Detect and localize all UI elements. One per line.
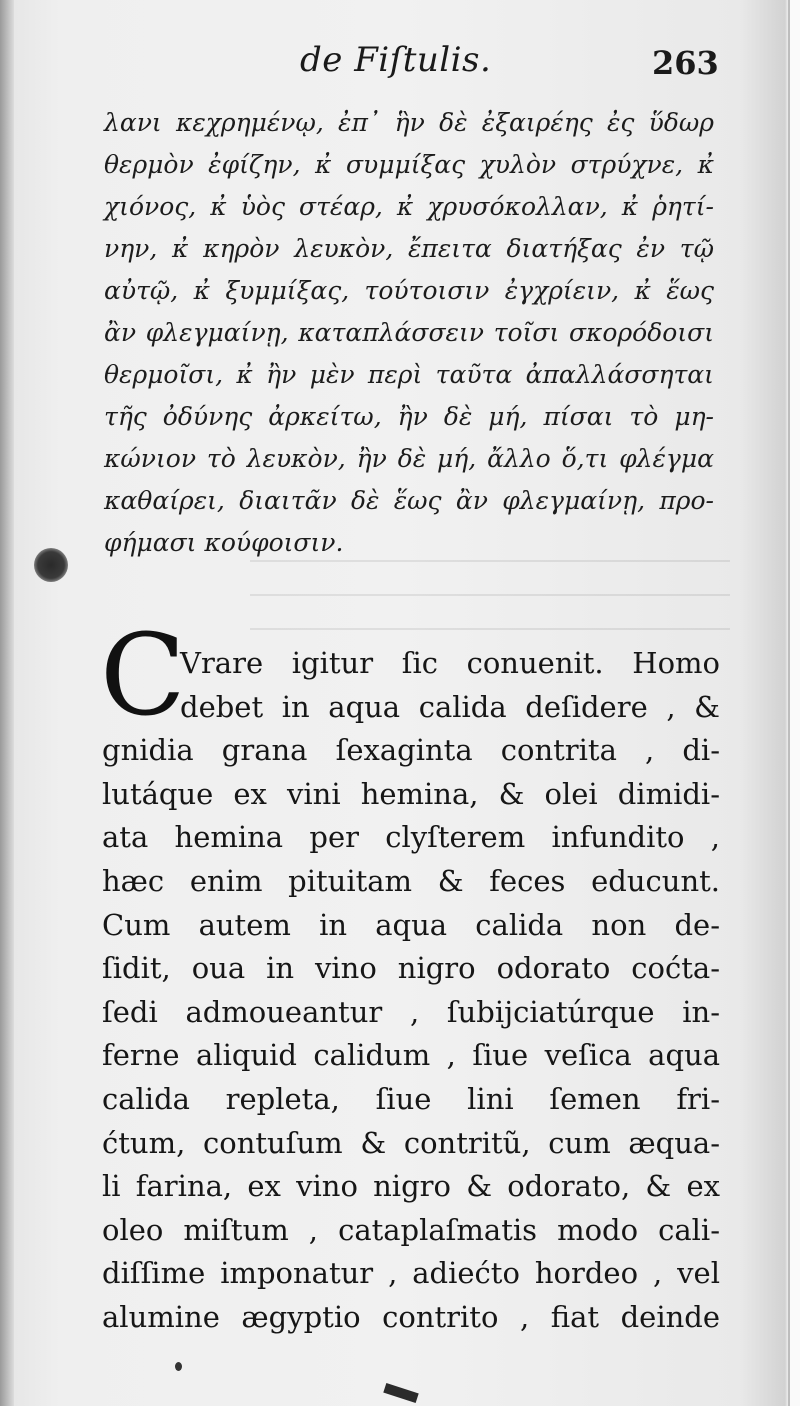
greek-line: θερμὸν ἐφίζην, κ̓ συμμίξας χυλὸν στρύχνε, κ̓ — [104, 150, 714, 179]
page-gutter-shadow — [0, 0, 14, 1406]
latin-line: Vrare igitur ſic conuenit. Homo — [180, 646, 720, 680]
greek-line: λανι κεχρημένῳ, ἐπ᾽ ἣν δὲ ἐξαιρέης ἐς ὕδωρ — [104, 108, 714, 137]
drop-cap-initial: C — [100, 611, 186, 741]
greek-passage — [104, 102, 714, 564]
latin-passage — [102, 642, 720, 1340]
greek-line: καθαίρει, διαιτᾶν δὲ ἕως ἂν φλεγμαίνῃ, προ- — [104, 486, 714, 515]
running-head: de Fiſtulis. — [300, 40, 492, 80]
latin-line: gnidia grana ſexaginta contrita , di- — [102, 733, 720, 768]
greek-line: τῆς ὀδύνης ἀρκείτω, ἢν δὲ μή, πίσαι τὸ μη- — [104, 402, 714, 431]
page-right-edge — [788, 0, 800, 1406]
latin-line: ćtum, contuſum & contritũ, cum æqua- — [102, 1125, 720, 1160]
greek-line: χιόνος, κ̓ ὑὸς στέαρ, κ̓ χρυσόκολλαν, κ̓ ῥητί- — [104, 192, 714, 221]
page-number: 263 — [652, 44, 719, 82]
greek-line-last: φήμασι κούφοισιν. — [104, 528, 344, 557]
latin-line: li farina, ex vino nigro & odorato, & ex — [102, 1169, 720, 1204]
stray-ink-dot — [175, 1362, 182, 1371]
latin-line: ſedi admoueantur , ſubijciatúrque in- — [102, 994, 720, 1029]
ink-blot — [34, 548, 68, 582]
show-through-bleed — [250, 560, 730, 630]
latin-line: lutáque ex vini hemina, & olei dimidi- — [102, 776, 720, 811]
latin-line: Cum autem in aqua calida non de- — [102, 907, 720, 942]
latin-line: calida repleta, ſiue lini ſemen fri- — [102, 1081, 720, 1116]
latin-line: ferne aliquid calidum , ſiue veſica aqua — [102, 1038, 720, 1073]
latin-line: ſidit, oua in vino nigro odorato coćta- — [102, 951, 720, 986]
latin-line: hæc enim pituitam & feces educunt. — [102, 863, 720, 898]
greek-line: κώνιον τὸ λευκὸν, ἢν δὲ μή, ἄλλο ὅ,τι φλέγμα — [104, 444, 714, 473]
latin-line: ata hemina per clyſterem infundito , — [102, 820, 720, 855]
greek-line: αὐτῷ, κ̓ ξυμμίξας, τούτοισιν ἐγχρίειν, κ̓ ἕως — [104, 276, 714, 305]
latin-line: oleo miſtum , cataplaſmatis modo cali- — [102, 1212, 720, 1247]
greek-line: θερμοῖσι, κ̓ ἢν μὲν περὶ ταῦτα ἀπαλλάσσηται — [104, 360, 714, 389]
greek-line: νην, κ̓ κηρὸν λευκὸν, ἔπειτα διατήξας ἐν τῷ — [104, 234, 714, 263]
latin-line: diſſime imponatur , adiećto hordeo , vel — [102, 1256, 720, 1291]
latin-line: debet in aqua calida deſidere , & — [180, 689, 720, 724]
latin-line: alumine ægyptio contrito , fiat deinde — [102, 1299, 720, 1334]
bottom-ink-mark — [383, 1383, 418, 1403]
greek-line: ἂν φλεγμαίνῃ, καταπλάσσειν τοῖσι σκορόδοισι — [104, 318, 714, 347]
